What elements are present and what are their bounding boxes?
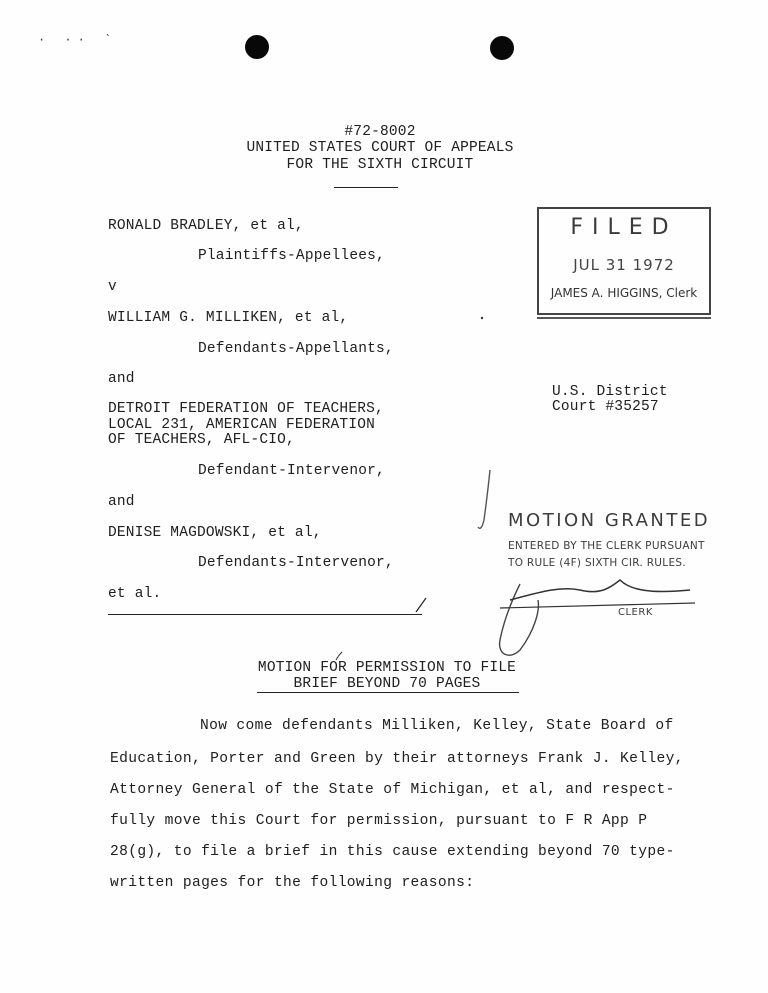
granted-stamp-line2: TO RULE (4F) SIXTH CIR. RULES. <box>508 557 686 569</box>
role-plaintiffs: Plaintiffs-Appellees, <box>198 248 385 264</box>
body-line-3: Attorney General of the State of Michigan, et al, and respect- <box>110 782 675 798</box>
and-connector-1: and <box>108 371 135 387</box>
motion-title-underline <box>257 692 519 693</box>
granted-stamp-title: MOTION GRANTED <box>508 510 711 531</box>
docket-number: #72-8002 <box>344 124 416 140</box>
and-connector-2: and <box>108 494 135 510</box>
versus: v <box>108 279 117 295</box>
body-line-6: written pages for the following reasons: <box>110 875 475 891</box>
party-federation-line3: OF TEACHERS, AFL-CIO, <box>108 432 295 448</box>
et-al: et al. <box>108 586 162 602</box>
speck-dot <box>481 317 483 319</box>
body-line-5: 28(g), to file a brief in this cause extending beyond 70 type- <box>110 844 675 860</box>
motion-title-line1: MOTION FOR PERMISSION TO FILE <box>257 660 517 676</box>
signature-line <box>500 603 695 608</box>
party-federation-line1: DETROIT FEDERATION OF TEACHERS, <box>108 401 384 417</box>
district-court-label: U.S. District <box>552 384 668 400</box>
role-intervenor: Defendant-Intervenor, <box>198 463 385 479</box>
party-magdowski: DENISE MAGDOWSKI, et al, <box>108 525 322 541</box>
district-court-number: Court #35257 <box>552 399 659 415</box>
granted-stamp-clerk: CLERK <box>618 607 653 618</box>
body-line-2: Education, Porter and Green by their attorneys Frank J. Kelley, <box>110 751 684 767</box>
body-line-4: fully move this Court for permission, pursuant to F R App P <box>110 813 648 829</box>
pen-tick-motion <box>336 652 342 660</box>
check-mark <box>478 470 490 528</box>
filed-stamp-date: JUL 31 1972 <box>573 256 675 274</box>
scan-specks: · ·· ‵ <box>38 33 118 47</box>
granted-stamp-line1: ENTERED BY THE CLERK PURSUANT <box>508 540 705 552</box>
court-circuit: FOR THE SIXTH CIRCUIT <box>286 157 474 173</box>
party-plaintiffs: RONALD BRADLEY, et al, <box>108 218 304 234</box>
filed-stamp-word: FILED <box>570 215 678 240</box>
role-intervenors: Defendants-Intervenor, <box>198 555 394 571</box>
caption-rule-tick <box>416 598 426 612</box>
role-defendants: Defendants-Appellants, <box>198 341 394 357</box>
motion-title-line2: BRIEF BEYOND 70 PAGES <box>293 676 481 692</box>
party-defendants: WILLIAM G. MILLIKEN, et al, <box>108 310 349 326</box>
body-line-1: Now come defendants Milliken, Kelley, State Board of <box>200 718 674 734</box>
filed-stamp-clerk: JAMES A. HIGGINS, Clerk <box>550 286 698 300</box>
clerk-signature <box>510 580 690 600</box>
court-name: UNITED STATES COURT OF APPEALS <box>246 140 514 156</box>
party-federation-line2: LOCAL 231, AMERICAN FEDERATION <box>108 417 376 433</box>
